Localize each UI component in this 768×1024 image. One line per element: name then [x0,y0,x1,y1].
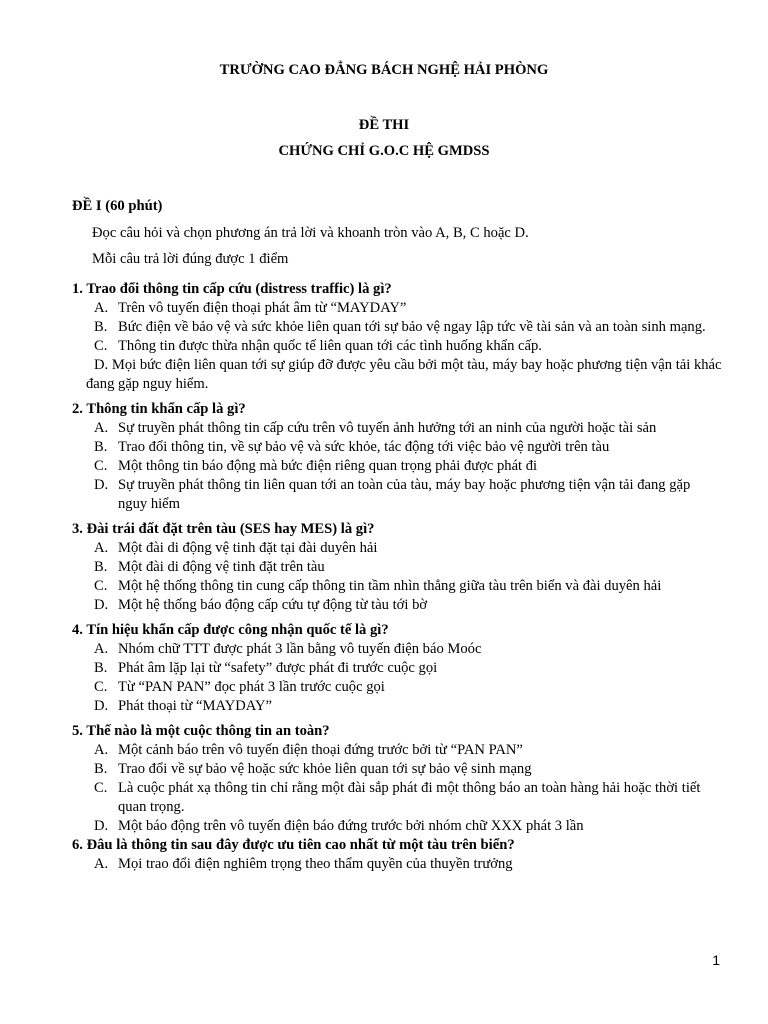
question-title: 6. Đâu là thông tin sau đây được ưu tiên cao nhất từ một tàu trên biển? [72,837,515,853]
option-letter: B. [94,559,108,575]
option-letter: D. [94,698,109,714]
question-6 [72,836,722,874]
option-text: Bức điện về bảo vệ và sức khỏe liên quan tới sự bảo vệ ngay lập tức về tài sản và an toàn sinh mạng. [118,319,706,335]
option-text: Sự truyền phát thông tin liên quan tới an toàn của tàu, máy bay hoặc phương tiện vận tải đang gặp nguy hiểm [118,477,691,512]
option-text: Là cuộc phát xạ thông tin chỉ rằng một đài sắp phát đi một thông báo an toàn hàng hải hoặc thời tiết quan trọng. [118,780,701,815]
exam-heading: ĐỀ I (60 phút) [72,198,163,214]
answer-option-d[interactable] [72,697,722,716]
option-text: Phát thoại từ “MAYDAY” [118,698,272,714]
question-4 [72,621,722,716]
question-title: 1. Trao đổi thông tin cấp cứu (distress traffic) là gì? [72,281,392,297]
option-text: Một cảnh báo trên vô tuyến điện thoại đứng trước bởi từ “PAN PAN” [118,742,523,758]
option-letter: D. [94,357,109,373]
answer-option-b[interactable] [72,318,722,337]
option-text: Từ “PAN PAN” đọc phát 3 lần trước cuộc gọi [118,679,385,695]
answer-option-b[interactable] [72,659,722,678]
option-text: Phát âm lặp lại từ “safety” được phát đi trước cuộc gọi [118,660,438,676]
option-letter: C. [94,458,108,474]
option-letter: D. [94,818,109,834]
answer-option-a[interactable] [72,539,722,558]
answer-option-c[interactable] [72,779,722,817]
question-list [72,280,722,874]
option-letter: A. [94,300,109,316]
option-letter: A. [94,641,109,657]
option-letter: A. [94,856,109,872]
answer-option-d[interactable] [72,596,722,615]
question-2 [72,400,722,514]
option-text: Trên vô tuyến điện thoại phát âm từ “MAYDAY” [118,300,407,316]
page-number: 1 [712,952,720,968]
option-letter: C. [94,338,108,354]
option-letter: A. [94,540,109,556]
question-title: 5. Thế nào là một cuộc thông tin an toàn? [72,723,330,739]
option-text: Nhóm chữ TTT được phát 3 lần bằng vô tuyến điện báo Moóc [118,641,482,657]
answer-option-c[interactable] [72,577,722,596]
option-letter: D. [94,477,109,493]
option-letter: B. [94,660,108,676]
option-text: Một báo động trên vô tuyến điện báo đứng trước bởi nhóm chữ XXX phát 3 lần [118,818,584,834]
answer-option-d[interactable] [72,356,722,394]
option-letter: C. [94,578,108,594]
option-letter: C. [94,780,108,796]
option-letter: B. [94,319,108,335]
option-text: Trao đổi về sự bảo vệ hoặc sức khỏe liên quan tới sự bảo vệ sinh mạng [118,761,532,777]
option-text: Một hệ thống thông tin cung cấp thông tin tầm nhìn thẳng giữa tàu trên biển và đài duyên hải [118,578,662,594]
option-text: Một thông tin báo động mà bức điện riêng quan trọng phải được phát đi [118,458,538,474]
question-title: 2. Thông tin khẩn cấp là gì? [72,401,246,417]
question-title: 4. Tín hiệu khẩn cấp được công nhận quốc tế là gì? [72,622,389,638]
question-title: 3. Đài trái đất đặt trên tàu (SES hay MES) là gì? [72,521,375,537]
option-letter: C. [94,679,108,695]
option-letter: B. [94,439,108,455]
answer-option-c[interactable] [72,337,722,356]
answer-option-a[interactable] [72,741,722,760]
option-letter: A. [94,742,109,758]
answer-option-a[interactable] [72,299,722,318]
instruction-line-2: Mỗi câu trả lời đúng được 1 điểm [92,251,289,267]
option-letter: D. [94,597,109,613]
answer-option-a[interactable] [72,640,722,659]
option-letter: A. [94,420,109,436]
option-text: Một hệ thống báo động cấp cứu tự động từ tàu tới bờ [118,597,428,613]
answer-option-a[interactable] [72,855,722,874]
answer-option-c[interactable] [72,678,722,697]
answer-option-d[interactable] [72,476,722,514]
document-title: ĐỀ THI [358,117,410,133]
question-1 [72,280,722,394]
option-text: Sự truyền phát thông tin cấp cứu trên vô tuyến ảnh hưởng tới an ninh của người hoặc tài sản [118,420,657,436]
option-letter: B. [94,761,108,777]
instruction-line-1: Đọc câu hỏi và chọn phương án trả lời và khoanh tròn vào A, B, C hoặc D. [92,225,529,241]
option-text: Thông tin được thừa nhận quốc tế liên quan tới các tình huống khẩn cấp. [118,338,542,354]
document-subtitle: CHỨNG CHỈ G.O.C HỆ GMDSS [278,143,490,159]
question-5 [72,722,722,836]
option-text: Một đài di động vệ tinh đặt tại đài duyên hải [118,540,378,556]
answer-option-c[interactable] [72,457,722,476]
question-3 [72,520,722,615]
option-text: Một đài di động vệ tinh đặt trên tàu [118,559,325,575]
option-text: Mọi trao đổi điện nghiêm trọng theo thẩm quyền của thuyền trưởng [118,856,513,872]
answer-option-a[interactable] [72,419,722,438]
answer-option-b[interactable] [72,558,722,577]
answer-option-b[interactable] [72,760,722,779]
answer-option-d[interactable] [72,817,722,836]
school-name: TRƯỜNG CAO ĐẲNG BÁCH NGHỆ HẢI PHÒNG [219,62,549,78]
answer-option-b[interactable] [72,438,722,457]
option-text: Trao đổi thông tin, về sự bảo vệ và sức khỏe, tác động tới việc bảo vệ người trên tàu [118,439,610,455]
option-text: Mọi bức điện liên quan tới sự giúp đỡ được yêu cầu bởi một tàu, máy bay hoặc phương tiện vận tải khác đang gặp nguy hiểm. [86,357,722,392]
